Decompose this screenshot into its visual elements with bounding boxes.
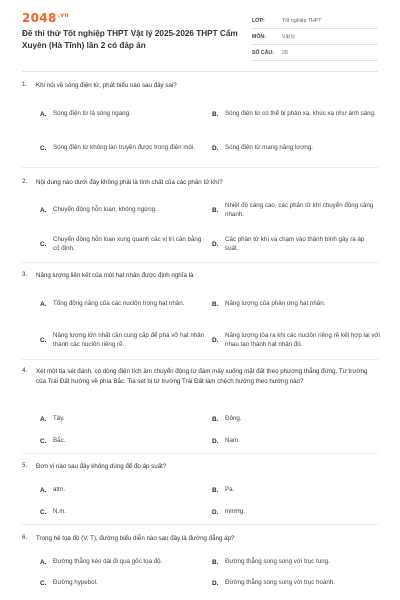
option-text: Đường thẳng kéo dài đi qua gốc tọa độ. [53, 558, 163, 566]
option-letter: A. [40, 486, 47, 494]
option-text: Nhiệt độ càng cao, các phân tử khí chuyển động càng nhanh. [225, 201, 374, 218]
question-text: Xét một tia sét đánh, có dòng điện tích âm chuyển động từ đám mây xuống mặt đất theo phương thẳng đứng. Từ trường của Trái Đất hướng về phía Bắc. Tia sét bị từ trường Trái Đất làm chệch hướng theo hướng nào? [36, 368, 368, 385]
option-a[interactable] [40, 557, 210, 567]
question-separator [22, 524, 378, 525]
option-letter: D. [212, 336, 219, 344]
question-text: Trong hệ tọa độ (V, T), đường biểu diễn nào sau đây là đường đẳng áp? [36, 535, 235, 542]
option-a[interactable] [40, 200, 210, 220]
logo-suffix: .vn [57, 12, 69, 19]
option-text: Đường thẳng song song với trục hoành. [225, 579, 335, 587]
option-b[interactable] [212, 414, 372, 424]
meta-row-count [252, 45, 378, 61]
option-text: Chuyển động hỗn loạn, không ngừng. [53, 206, 157, 214]
option-letter: B. [212, 558, 219, 566]
option-text: Sóng điện từ không lan truyền được trong điện môi. [53, 144, 196, 152]
exam-meta [252, 13, 378, 61]
header-divider [22, 71, 378, 72]
option-text: Sóng điện từ mang năng lượng. [225, 144, 314, 152]
question-number: 2. [22, 178, 28, 185]
option-a[interactable] [40, 414, 200, 424]
class-value: Tốt nghiệp THPT [282, 17, 322, 24]
class-label: LỚP: [252, 17, 265, 24]
option-a[interactable] [40, 485, 200, 495]
option-text: Năng lượng của phản ứng hạt nhân. [225, 300, 326, 308]
option-letter: D. [212, 144, 219, 152]
question-number: 3. [22, 271, 28, 278]
option-letter: B. [212, 110, 219, 118]
option-text: Sóng điện từ có thể bị phản xạ, khúc xạ như ánh sáng. [225, 110, 376, 118]
option-text: Đường hypebol. [53, 579, 98, 587]
option-letter: D. [212, 240, 219, 248]
meta-row-class [252, 13, 378, 29]
option-b[interactable] [212, 557, 380, 567]
option-text: atm. [53, 486, 66, 494]
option-text: Sóng điện từ là sóng ngang. [53, 110, 131, 118]
option-text: Các phân tử khí va chạm vào thành bình gây ra áp suất. [225, 235, 365, 252]
option-letter: A. [40, 558, 47, 566]
question-number: 1. [22, 81, 28, 88]
option-a[interactable] [40, 104, 200, 124]
option-d[interactable] [212, 507, 372, 517]
option-d[interactable] [212, 436, 372, 446]
option-b[interactable] [212, 104, 380, 124]
option-b[interactable] [212, 200, 380, 220]
option-letter: C. [40, 508, 47, 516]
exam-title: Đề thi thử Tốt nghiệp THPT Vật lý 2025-2026 THPT Cẩm Xuyên (Hà Tĩnh) lần 2 có đáp án [22, 29, 238, 50]
option-d[interactable] [212, 138, 380, 158]
question-separator [22, 262, 378, 263]
option-text: Tổng động năng của các nuclôn trong hạt nhân. [53, 300, 185, 308]
option-letter: C. [40, 336, 47, 344]
option-text: mmHg. [225, 508, 245, 516]
option-letter: A. [40, 110, 47, 118]
option-d[interactable] [212, 330, 380, 350]
question-text: Khi nói về sóng điện từ, phát biểu nào sau đây sai? [36, 82, 177, 89]
question-number: 5. [22, 462, 28, 469]
option-b[interactable] [212, 485, 372, 495]
option-letter: C. [40, 240, 47, 248]
question-text: Đơn vị nào sau đây không dùng để đo áp suất? [36, 463, 167, 470]
option-letter: B. [212, 486, 219, 494]
option-c[interactable] [40, 578, 210, 588]
page-header [0, 0, 400, 70]
option-letter: C. [40, 437, 47, 445]
question-text: Nội dung nào dưới đây không phải là tính chất của các phân tử khí? [36, 179, 223, 186]
subject-label: MÔN: [252, 33, 266, 40]
option-text: Bắc. [53, 437, 66, 445]
option-text: Năng lượng lớn nhất cần cung cấp để phá vỡ hạt nhân thành các nuclôn riêng rẽ. [53, 331, 205, 348]
option-d[interactable] [212, 578, 380, 588]
question-separator [22, 453, 378, 454]
option-text: Nam. [225, 437, 240, 445]
option-text: Đông. [225, 415, 242, 423]
option-c[interactable] [40, 507, 200, 517]
option-letter: B. [212, 415, 219, 423]
option-c[interactable] [40, 330, 212, 350]
option-d[interactable] [212, 234, 380, 254]
option-c[interactable] [40, 138, 210, 158]
option-text: Đường thẳng song song với trục tung. [225, 558, 330, 566]
logo-text: 2048 [22, 11, 57, 25]
option-text: Pa. [225, 486, 235, 494]
question-separator [22, 359, 378, 360]
option-letter: A. [40, 206, 47, 214]
option-c[interactable] [40, 234, 210, 254]
option-text: N.m. [53, 508, 67, 516]
question-number: 4. [22, 367, 28, 374]
option-a[interactable] [40, 294, 210, 314]
question-count-label: SỐ CÂU: [252, 49, 274, 56]
site-logo[interactable] [22, 11, 69, 25]
option-letter: C. [40, 579, 47, 587]
option-letter: C. [40, 144, 47, 152]
option-letter: D. [212, 437, 219, 445]
option-b[interactable] [212, 294, 380, 314]
option-text: Năng lượng tỏa ra khi các nuclôn riêng rẽ kết hợp lại với nhau tạo thành hạt nhân đó. [225, 331, 380, 348]
option-c[interactable] [40, 436, 200, 446]
meta-row-subject [252, 29, 378, 45]
option-text: Chuyển động hỗn loạn xung quanh các vị trí cân bằng cố định. [53, 235, 202, 252]
option-letter: A. [40, 300, 47, 308]
question-text: Năng lượng liên kết của một hạt nhân được định nghĩa là [36, 272, 194, 279]
option-letter: B. [212, 206, 219, 214]
option-letter: D. [212, 579, 219, 587]
option-letter: D. [212, 508, 219, 516]
question-count-value: 28 [282, 49, 288, 56]
question-number: 6. [22, 534, 28, 541]
subject-value: Vật lý [282, 33, 295, 40]
option-letter: B. [212, 300, 219, 308]
option-text: Tây. [53, 415, 65, 423]
option-letter: A. [40, 415, 47, 423]
question-separator [22, 167, 378, 168]
